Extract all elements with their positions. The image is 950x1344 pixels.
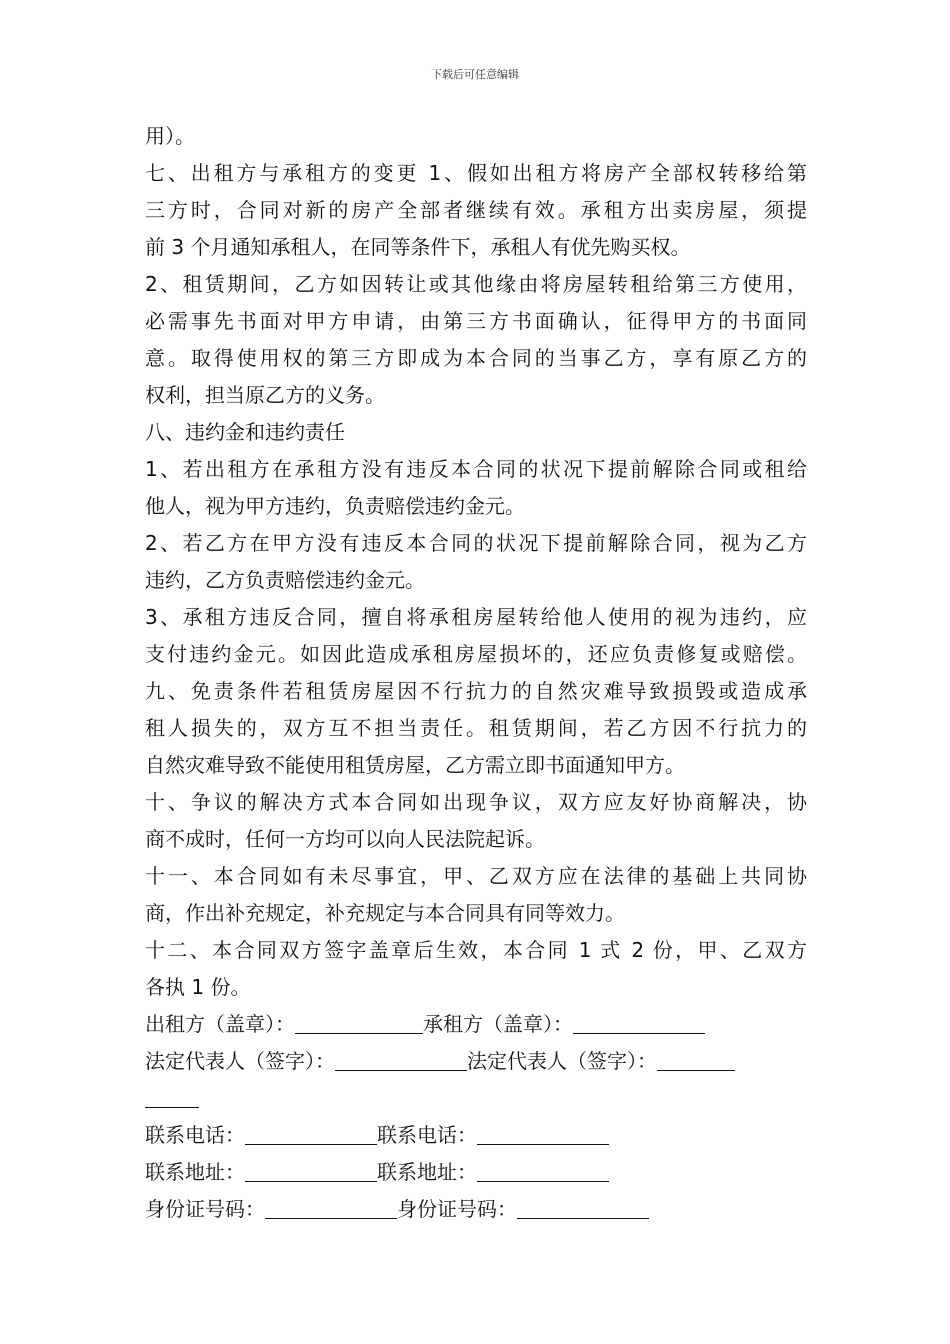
text-line: 2、若乙方在甲方没有违反本合同的状况下提前解除合同，视为乙方 xyxy=(145,531,807,555)
signature-row-legal-rep-wrap xyxy=(145,1080,807,1117)
address-blank-1[interactable] xyxy=(245,1159,377,1182)
legal-rep-blank-2[interactable] xyxy=(657,1048,735,1071)
address-blank-2[interactable] xyxy=(477,1159,609,1182)
text-line: 商不成时，任何一方均可以向人民法院起诉。 xyxy=(145,827,545,851)
lessee-seal-label: 承租方（盖章）： xyxy=(423,1012,573,1036)
text-line: 九、免责条件若租赁房屋因不行抗力的自然灾难导致损毁或造成承 xyxy=(145,679,807,703)
text-line: 七、出租方与承租方的变更 1、假如出租方将房产全部权转移给第 xyxy=(145,161,807,185)
text-line: 3、承租方违反合同，擅自将承租房屋转给他人使用的视为违约，应 xyxy=(145,605,807,629)
text-line: 必需事先书面对甲方申请，由第三方书面确认，征得甲方的书面同 xyxy=(145,309,807,333)
text-line: 十一、本合同如有未尽事宜，甲、乙双方应在法律的基础上共同协 xyxy=(145,864,807,888)
legal-rep-label-2: 法定代表人（签字）： xyxy=(467,1049,657,1073)
signature-row-id xyxy=(145,1191,807,1228)
text-line: 2、租赁期间，乙方如因转让或其他缘由将房屋转租给第三方使用， xyxy=(145,272,807,296)
document-body xyxy=(145,118,807,1228)
legal-rep-label-1: 法定代表人（签字）： xyxy=(145,1049,335,1073)
signature-row-phone xyxy=(145,1117,807,1154)
text-line: 支付违约金元。如因此造成承租房屋损坏的，还应负责修复或赔偿。 xyxy=(145,642,807,666)
lessor-seal-blank[interactable] xyxy=(295,1011,423,1034)
address-label-1: 联系地址： xyxy=(145,1160,245,1184)
signature-row-legal-rep xyxy=(145,1043,807,1080)
contract-text xyxy=(145,118,807,1006)
text-line: 租人损失的，双方互不担当责任。租赁期间，若乙方因不行抗力的 xyxy=(145,716,807,740)
id-label-1: 身份证号码： xyxy=(145,1197,265,1221)
text-line: 权利，担当原乙方的义务。 xyxy=(145,383,385,407)
text-line: 十、争议的解决方式本合同如出现争议，双方应友好协商解决，协 xyxy=(145,790,807,814)
lessor-seal-label: 出租方（盖章）： xyxy=(145,1012,295,1036)
page-header: 下载后可任意编辑 xyxy=(431,68,519,81)
text-line: 用）。 xyxy=(145,124,195,148)
id-blank-1[interactable] xyxy=(265,1196,397,1219)
text-line: 商，作出补充规定，补充规定与本合同具有同等效力。 xyxy=(145,901,625,925)
signature-row-seal xyxy=(145,1006,807,1043)
text-line: 各执 1 份。 xyxy=(145,975,251,999)
phone-label-1: 联系电话： xyxy=(145,1123,245,1147)
text-line: 意。取得使用权的第三方即成为本合同的当事乙方，享有原乙方的 xyxy=(145,346,807,370)
text-line: 自然灾难导致不能使用租赁房屋，乙方需立即书面通知甲方。 xyxy=(145,753,685,777)
phone-blank-2[interactable] xyxy=(477,1122,609,1145)
phone-blank-1[interactable] xyxy=(245,1122,377,1145)
signature-row-address xyxy=(145,1154,807,1191)
lessee-seal-blank[interactable] xyxy=(573,1011,705,1034)
address-label-2: 联系地址： xyxy=(377,1160,477,1184)
legal-rep-blank-1[interactable] xyxy=(335,1048,467,1071)
id-label-2: 身份证号码： xyxy=(397,1197,517,1221)
text-line: 违约，乙方负责赔偿违约金元。 xyxy=(145,568,425,592)
text-line: 十二、本合同双方签字盖章后生效，本合同 1 式 2 份，甲、乙双方 xyxy=(145,938,807,962)
text-line: 前 3 个月通知承租人，在同等条件下，承租人有优先购买权。 xyxy=(145,235,691,259)
text-line: 他人，视为甲方违约，负责赔偿违约金元。 xyxy=(145,494,525,518)
text-line: 三方时，合同对新的房产全部者继续有效。承租方出卖房屋，须提 xyxy=(145,198,807,222)
id-blank-2[interactable] xyxy=(517,1196,649,1219)
text-line: 1、若出租方在承租方没有违反本合同的状况下提前解除合同或租给 xyxy=(145,457,807,481)
text-line: 八、违约金和违约责任 xyxy=(145,420,345,444)
phone-label-2: 联系电话： xyxy=(377,1123,477,1147)
legal-rep-blank-2-continued[interactable] xyxy=(145,1085,199,1108)
